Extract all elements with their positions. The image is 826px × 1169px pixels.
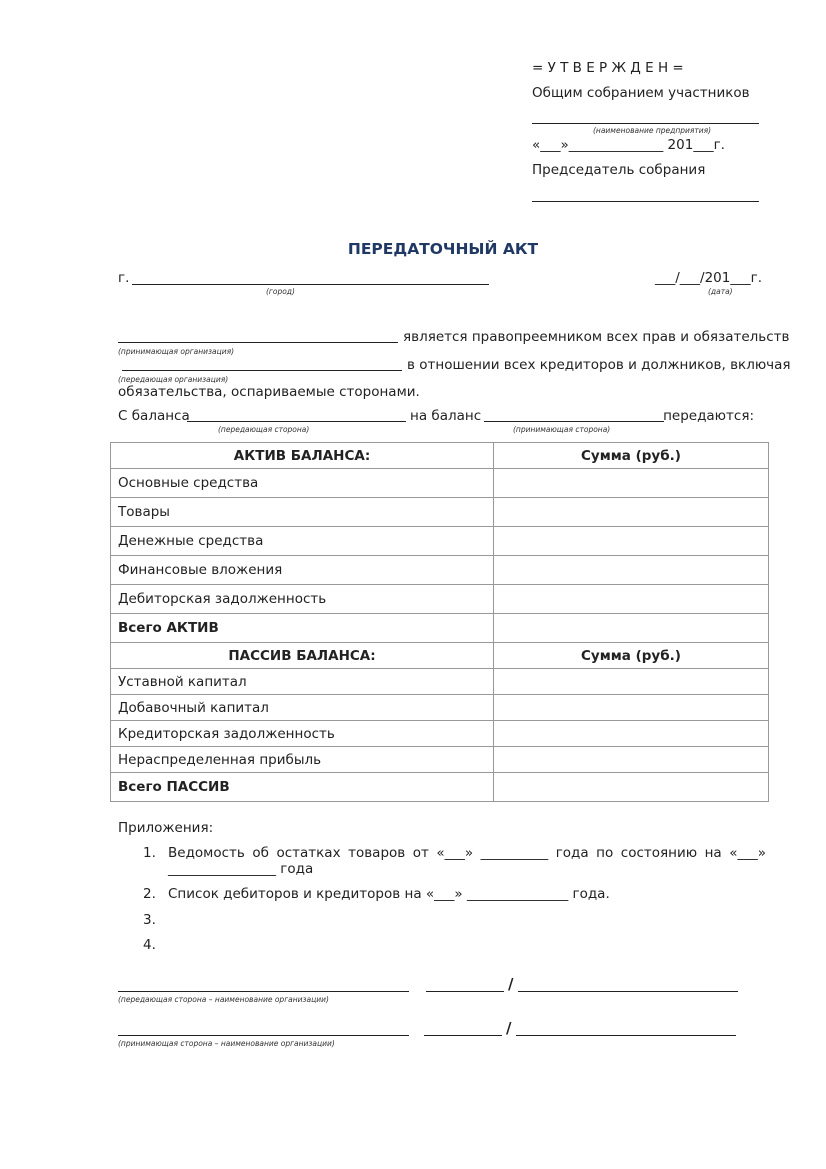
assets-header-row	[111, 443, 769, 469]
appendix-num: 4.	[143, 937, 156, 953]
sum-cell[interactable]	[494, 747, 769, 773]
appendix-num: 2.	[143, 886, 156, 902]
receiver-slash: /	[506, 1019, 512, 1037]
to-balance-line[interactable]	[484, 421, 664, 422]
table-row	[111, 585, 769, 614]
chairman-line[interactable]	[532, 201, 759, 202]
receiver-signature-line[interactable]	[424, 1035, 502, 1036]
sum-cell[interactable]	[494, 773, 769, 802]
sum-header: Сумма (руб.)	[494, 643, 769, 669]
appendix-item-text: Список дебиторов и кредиторов на «___» _______________ года.	[168, 886, 610, 902]
sender-caption: (передающая сторона – наименование организации)	[118, 995, 329, 1004]
sum-cell[interactable]	[494, 556, 769, 585]
appendix-item-text: Ведомость об остатках товаров от «___» __________ года по состоянию на «___»	[168, 845, 766, 861]
transfer-label: передаются:	[663, 408, 754, 424]
sender-name-line[interactable]	[518, 991, 738, 992]
sum-cell[interactable]	[494, 498, 769, 527]
table-row	[111, 498, 769, 527]
appendix-label: Приложения:	[118, 820, 214, 836]
receiver-caption: (принимающая сторона – наименование организации)	[118, 1039, 335, 1048]
row-label: Денежные средства	[111, 527, 494, 556]
sum-cell[interactable]	[494, 669, 769, 695]
receiving-org-line[interactable]	[118, 342, 398, 343]
row-label: Товары	[111, 498, 494, 527]
sum-header: Сумма (руб.)	[494, 443, 769, 469]
row-label: Всего АКТИВ	[111, 614, 494, 643]
chairman-label: Председатель собрания	[532, 162, 706, 178]
sum-cell[interactable]	[494, 721, 769, 747]
transferring-org-line[interactable]	[122, 370, 402, 371]
table-row	[111, 556, 769, 585]
org-name-caption: (наименование предприятия)	[593, 126, 712, 135]
row-label: Финансовые вложения	[111, 556, 494, 585]
sum-cell[interactable]	[494, 695, 769, 721]
balance-table	[110, 442, 769, 802]
sum-cell[interactable]	[494, 527, 769, 556]
sender-signature-line[interactable]	[426, 991, 504, 992]
table-row	[111, 721, 769, 747]
row-label: Добавочный капитал	[111, 695, 494, 721]
row-label: Уставной капитал	[111, 669, 494, 695]
assets-total-row	[111, 614, 769, 643]
sum-cell[interactable]	[494, 614, 769, 643]
to-balance-label: на баланс	[410, 408, 482, 424]
to-balance-caption: (принимающая сторона)	[513, 425, 611, 434]
intro-line3: обязательства, оспариваемые сторонами.	[118, 384, 420, 400]
receiver-name-line[interactable]	[516, 1035, 736, 1036]
transferring-org-caption: (передающая организация)	[118, 375, 229, 384]
from-balance-label: С баланса	[118, 408, 190, 424]
city-caption: (город)	[266, 287, 295, 296]
table-row	[111, 469, 769, 498]
sum-cell[interactable]	[494, 469, 769, 498]
table-row	[111, 747, 769, 773]
appendix-num: 1.	[143, 845, 156, 861]
approval-heading: = У Т В Е Р Ж Д Е Н =	[532, 60, 684, 76]
row-label: Всего ПАССИВ	[111, 773, 494, 802]
appendix-num: 3.	[143, 912, 156, 928]
liabilities-header: ПАССИВ БАЛАНСА:	[111, 643, 494, 669]
sum-cell[interactable]	[494, 585, 769, 614]
page-title: ПЕРЕДАТОЧНЫЙ АКТ	[347, 240, 539, 258]
table-row	[111, 695, 769, 721]
city-prefix: г.	[118, 270, 130, 286]
assets-header: АКТИВ БАЛАНСА:	[111, 443, 494, 469]
receiving-org-caption: (принимающая организация)	[118, 347, 235, 356]
sender-org-line[interactable]	[118, 991, 409, 992]
row-label: Дебиторская задолженность	[111, 585, 494, 614]
receiver-org-line[interactable]	[118, 1035, 409, 1036]
date-caption: (дата)	[708, 287, 733, 296]
from-balance-caption: (передающая сторона)	[218, 425, 310, 434]
org-name-line[interactable]	[532, 123, 759, 124]
intro-line2: в отношении всех кредиторов и должников, включая	[407, 357, 791, 373]
intro-line1: является правопреемником всех прав и обязательств	[403, 329, 790, 345]
sender-slash: /	[508, 975, 514, 993]
date-field[interactable]: ___/___/201___г.	[655, 270, 762, 286]
appendix-item-cont: ________________ года	[168, 861, 314, 877]
approval-body: Общим собранием участников	[532, 85, 750, 101]
liabilities-header-row	[111, 643, 769, 669]
liabilities-total-row	[111, 773, 769, 802]
table-row	[111, 669, 769, 695]
from-balance-line[interactable]	[187, 421, 406, 422]
table-row	[111, 527, 769, 556]
row-label: Нераспределенная прибыль	[111, 747, 494, 773]
row-label: Основные средства	[111, 469, 494, 498]
city-line[interactable]	[132, 284, 489, 285]
approval-date: «___»______________ 201___г.	[532, 137, 725, 153]
row-label: Кредиторская задолженность	[111, 721, 494, 747]
